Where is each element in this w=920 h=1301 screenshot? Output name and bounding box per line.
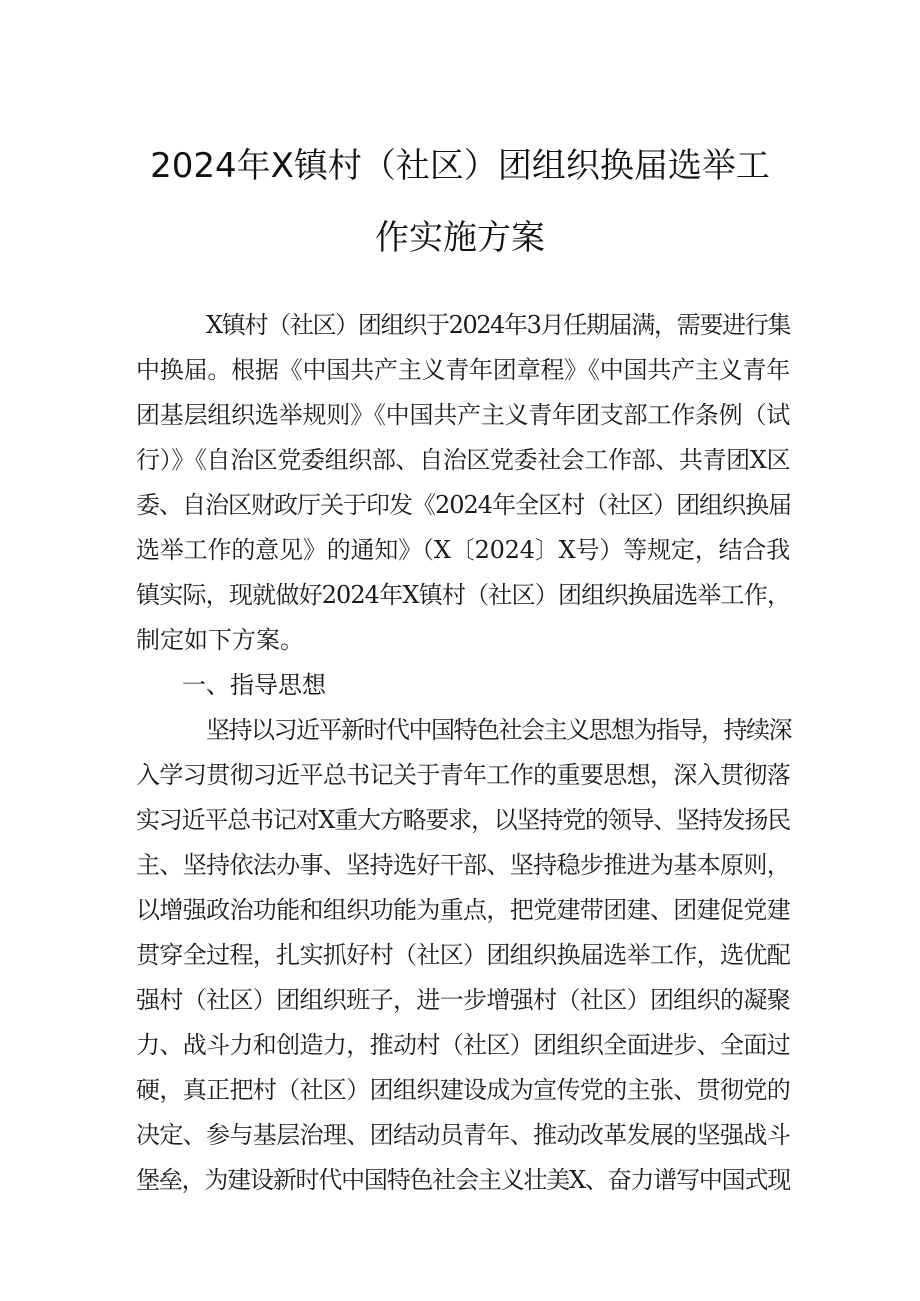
intro-paragraph-line: 制定如下方案。: [136, 626, 304, 654]
section1-paragraph-line: 贯穿全过程，扎实抓好村（社区）团组织换届选举工作，选优配: [136, 941, 790, 969]
intro-paragraph-line: 镇实际，现就做好2024年X镇村（社区）团组织换届选举工作，: [136, 581, 790, 609]
intro-paragraph-line: 中换届。根据《中国共产主义青年团章程》《中国共产主义青年: [136, 356, 790, 384]
section1-paragraph-line: 入学习贯彻习近平总书记关于青年工作的重要思想，深入贯彻落: [136, 761, 790, 789]
section1-paragraph-line: 实习近平总书记对X重大方略要求，以坚持党的领导、坚持发扬民: [136, 806, 790, 834]
document-title-line-1: 2024年X镇村（社区）团组织换届选举工: [150, 146, 770, 186]
intro-paragraph-line: 团基层组织选举规则》《中国共产主义青年团支部工作条例（试: [136, 401, 790, 429]
section1-paragraph-line: 堡垒，为建设新时代中国特色社会主义壮美X、奋力谱写中国式现: [136, 1166, 790, 1194]
section1-paragraph-line: 坚持以习近平新时代中国特色社会主义思想为指导，持续深: [206, 716, 791, 744]
intro-paragraph-line: 选举工作的意见》的通知》（X〔2024〕X号）等规定，结合我: [136, 536, 790, 564]
intro-paragraph-line: X镇村（社区）团组织于2024年3月任期届满，需要进行集: [206, 311, 790, 339]
intro-paragraph-line: 委、自治区财政厅关于印发《2024年全区村（社区）团组织换届: [136, 491, 792, 519]
section-heading-guiding-ideology: 一、指导思想: [182, 671, 326, 699]
section1-paragraph-line: 力、战斗力和创造力，推动村（社区）团组织全面进步、全面过: [136, 1031, 790, 1059]
section1-paragraph-line: 强村（社区）团组织班子，进一步增强村（社区）团组织的凝聚: [136, 986, 790, 1014]
section1-paragraph-line: 决定、参与基层治理、团结动员青年、推动改革发展的坚强战斗: [136, 1121, 790, 1149]
document-title-line-2: 作实施方案: [375, 218, 545, 258]
intro-paragraph-line: 行）》《自治区党委组织部、自治区党委社会工作部、共青团X区: [136, 446, 790, 474]
section1-paragraph-line: 以增强政治功能和组织功能为重点，把党建带团建、团建促党建: [136, 896, 790, 924]
section1-paragraph-line: 硬，真正把村（社区）团组织建设成为宣传党的主张、贯彻党的: [136, 1076, 790, 1104]
section1-paragraph-line: 主、坚持依法办事、坚持选好干部、坚持稳步推进为基本原则，: [136, 851, 790, 879]
